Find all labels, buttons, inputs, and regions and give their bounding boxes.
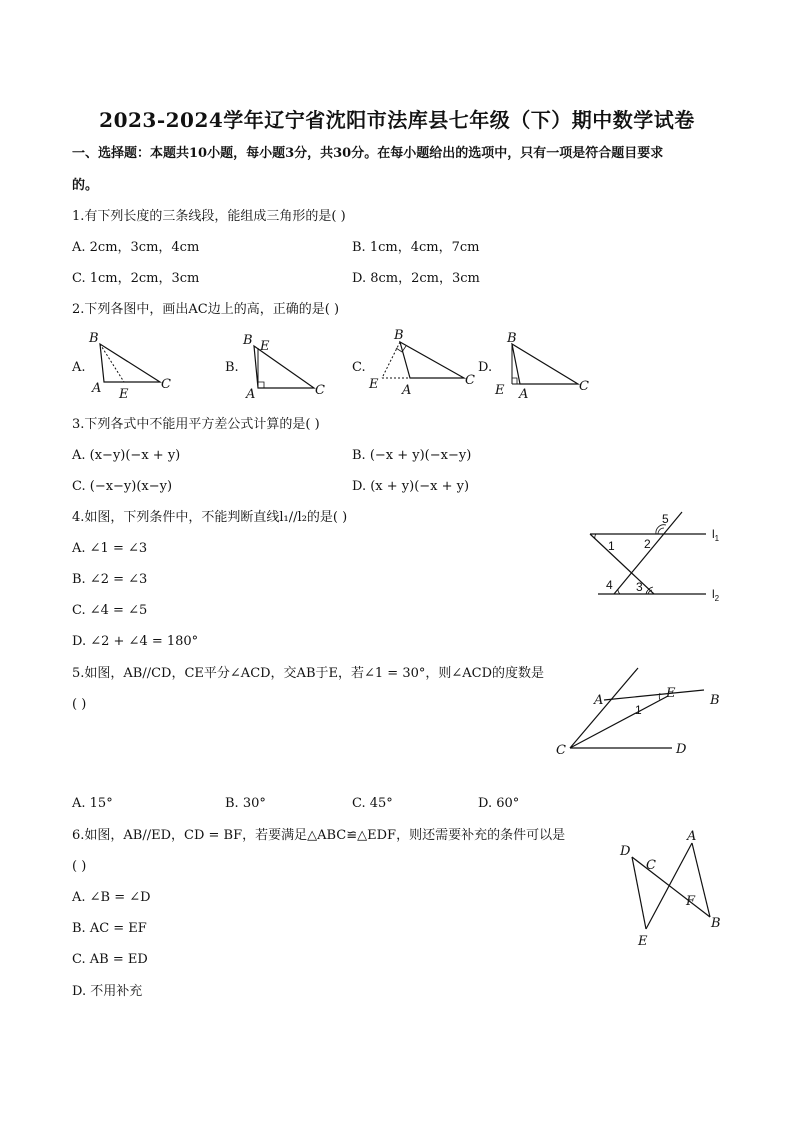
q5-label-c: C xyxy=(556,743,566,758)
q2b-label-c: C xyxy=(315,383,325,398)
q4-angle-4: 4 xyxy=(606,578,613,592)
q4-stem: 4.如图，下列条件中，不能判断直线l₁//l₂的是( ) xyxy=(72,510,348,525)
q6-figure xyxy=(610,825,735,955)
q6-label-d: D xyxy=(620,844,631,859)
q2c-label-b: B xyxy=(394,328,404,343)
q2a-label-e: E xyxy=(119,387,129,402)
section-header-line1: 一、选择题：本题共10小题，每小题3分，共30分。在每小题给出的选项中，只有一项是符合题目要求 xyxy=(72,146,664,161)
q2-option-c: C. xyxy=(352,360,366,375)
q4-option-a: A. ∠1 = ∠3 xyxy=(72,541,148,556)
q2d-label-c: C xyxy=(579,379,589,394)
q4-angle-2: 2 xyxy=(644,537,651,551)
q6-paren: ( ) xyxy=(72,859,87,874)
q5-option-d: D. 60° xyxy=(478,796,520,811)
q5-paren: ( ) xyxy=(72,697,87,712)
q2b-label-b: B xyxy=(243,333,253,348)
q5-label-d: D xyxy=(676,742,687,757)
q6-label-b: B xyxy=(711,916,721,931)
q6-label-c: C xyxy=(646,858,656,873)
q3-option-c: C. (−x−y)(x−y) xyxy=(72,479,173,494)
q2-figure-d xyxy=(492,330,592,402)
q4-line-l1: $l_1$ xyxy=(712,527,720,543)
q2-stem: 2.下列各图中，画出AC边上的高，正确的是( ) xyxy=(72,302,340,317)
q3-option-d: D. (x + y)(−x + y) xyxy=(352,479,470,494)
q6-label-e: E xyxy=(638,934,648,949)
q2-figure-c xyxy=(366,326,481,401)
q2a-label-c: C xyxy=(161,377,171,392)
q2d-label-b: B xyxy=(507,331,517,346)
q2a-label-a: A xyxy=(92,381,102,396)
q4-figure xyxy=(584,510,734,610)
q2b-label-a: A xyxy=(246,387,256,402)
q2-figure-b xyxy=(240,330,335,400)
q5-label-e: E xyxy=(666,686,676,701)
q2c-label-a: A xyxy=(402,383,412,398)
q6-option-d: D. 不用补充 xyxy=(72,984,143,999)
q5-stem: 5.如图，AB//CD，CE平分∠ACD，交AB于E，若∠1 = 30°，则∠ACD的度数是 xyxy=(72,666,545,681)
q4-line-l2: $l_2$ xyxy=(712,587,720,603)
q4-angle-5: 5 xyxy=(662,512,669,526)
q4-angle-1: 1 xyxy=(608,539,615,553)
q2-option-d: D. xyxy=(478,360,493,375)
q1-option-d: D. 8cm，2cm，3cm xyxy=(352,271,480,286)
section-header-line2: 的。 xyxy=(72,178,99,193)
q2-figure-a xyxy=(88,330,178,400)
q2-option-a: A. xyxy=(72,360,86,375)
q1-option-a: A. 2cm，3cm，4cm xyxy=(72,240,200,255)
q5-figure xyxy=(552,660,732,765)
q2c-label-c: C xyxy=(465,373,475,388)
q2c-label-e: E xyxy=(369,377,379,392)
q2d-label-a: A xyxy=(519,387,529,402)
q5-option-c: C. 45° xyxy=(352,796,393,811)
q6-option-c: C. AB = ED xyxy=(72,952,148,967)
q3-option-a: A. (x−y)(−x + y) xyxy=(72,448,181,463)
q4-angle-3: 3 xyxy=(636,580,643,594)
q4-option-b: B. ∠2 = ∠3 xyxy=(72,572,148,587)
q2-option-b: B. xyxy=(225,360,239,375)
q6-option-a: A. ∠B = ∠D xyxy=(72,890,151,905)
q3-option-b: B. (−x + y)(−x−y) xyxy=(352,448,472,463)
q1-option-c: C. 1cm，2cm，3cm xyxy=(72,271,200,286)
q6-option-b: B. AC = EF xyxy=(72,921,147,936)
q2a-label-b: B xyxy=(89,331,99,346)
q2d-label-e: E xyxy=(495,383,505,398)
q5-angle-1: 1 xyxy=(635,703,642,717)
q3-stem: 3.下列各式中不能用平方差公式计算的是( ) xyxy=(72,417,320,432)
q6-label-f: F xyxy=(686,894,696,909)
q6-label-a: A xyxy=(687,829,697,844)
q2b-label-e: E xyxy=(260,339,270,354)
q5-label-b: B xyxy=(710,693,720,708)
q6-stem: 6.如图，AB//ED，CD = BF，若要满足△ABC≌△EDF，则还需要补充的条件可以是 xyxy=(72,828,566,843)
q4-option-d: D. ∠2 + ∠4 = 180° xyxy=(72,634,199,649)
q1-option-b: B. 1cm，4cm，7cm xyxy=(352,240,480,255)
q1-stem: 1.有下列长度的三条线段，能组成三角形的是( ) xyxy=(72,209,346,224)
q4-option-c: C. ∠4 = ∠5 xyxy=(72,603,148,618)
q5-option-a: A. 15° xyxy=(72,796,113,811)
page-title: 2023-2024学年辽宁省沈阳市法库县七年级（下）期中数学试卷 xyxy=(99,108,695,132)
q5-label-a: A xyxy=(594,693,604,708)
q5-option-b: B. 30° xyxy=(225,796,266,811)
